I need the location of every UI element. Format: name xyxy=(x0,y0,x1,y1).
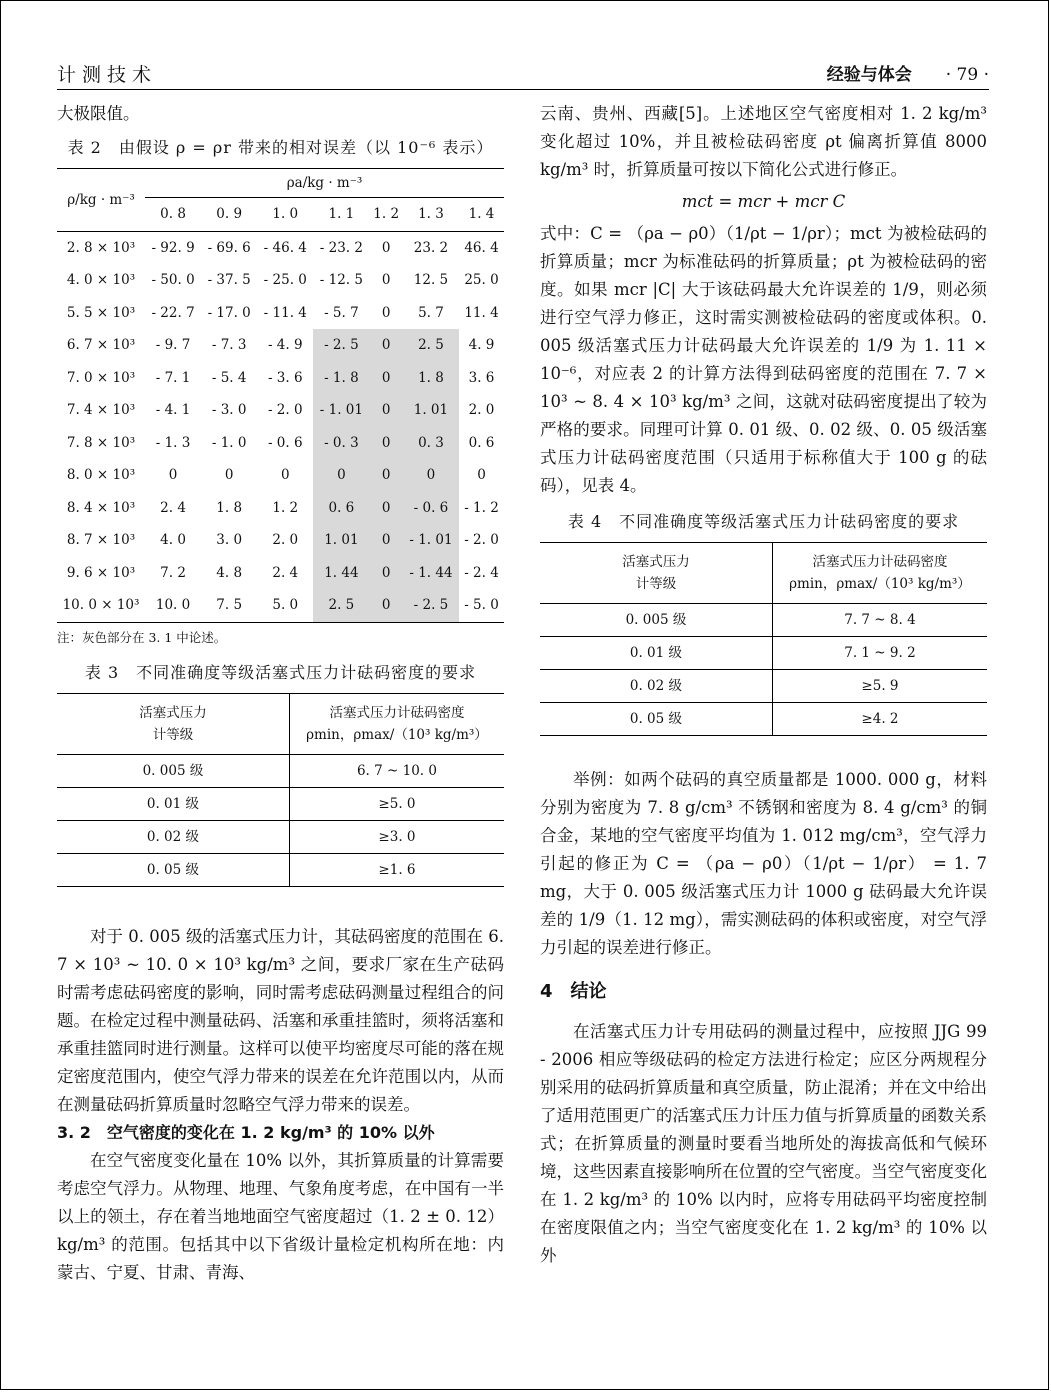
table2-value-cell: 0 xyxy=(477,467,486,484)
table2-value-cell: - 2. 0 xyxy=(267,402,303,419)
table2-density-cell: 10. 0 × 10³ xyxy=(57,589,145,622)
table2-value-cell: 0 xyxy=(403,459,459,492)
table4-row xyxy=(540,703,987,736)
section-3-2-heading: 3. 2 空气密度的变化在 1. 2 kg/m³ 的 10% 以外 xyxy=(57,1122,435,1142)
table3-grade-cell: 0. 01 级 xyxy=(57,787,289,820)
table3-row xyxy=(57,820,504,853)
table3-row xyxy=(57,853,504,886)
table3-grade-cell: 0. 05 级 xyxy=(57,853,289,886)
table2-value-cell: - 1. 01 xyxy=(313,394,369,427)
table2-value-cell: - 25. 0 xyxy=(263,272,307,289)
left-paragraph-2: 在空气密度变化量在 10% 以外，其折算质量的计算需要考虑空气浮力。从物理、地理、气象角度考虑，在中国有一半以上的领土，存在着当地地面空气密度超过（1. 2 ± 0. 12）kg/m³ 的范围。包括其中以下省级计量检定机构所在地：内蒙古、宁夏、甘肃、青海、 xyxy=(57,1150,504,1282)
table2-row xyxy=(57,557,504,590)
table2-value-cell: - 11. 4 xyxy=(263,304,307,321)
table4-head-grade: 活塞式压力 计等级 xyxy=(540,543,772,604)
table3-row xyxy=(57,787,504,820)
table3 xyxy=(57,693,504,887)
table2-density-cell: 8. 7 × 10³ xyxy=(66,532,136,549)
table2-value-cell: - 0. 3 xyxy=(313,427,369,460)
table2-value-cell: - 2. 4 xyxy=(464,564,499,581)
table2-value-cell: - 46. 4 xyxy=(263,239,307,256)
table2-value-cell: - 7. 3 xyxy=(211,337,247,354)
right-paragraph-1: 云南、贵州、西藏[5]。上述地区空气密度相对 1. 2 kg/m³ 变化超过 10%，并且被检砝码密度 ρt 偏离折算值 8000 kg/m³ 时，折算质量可按以下简化公式进行修正。 xyxy=(540,104,987,179)
table2-value-cell: 1. 44 xyxy=(313,557,369,590)
table3-grade-cell: 0. 02 级 xyxy=(57,820,289,853)
table2-col-header: 0. 9 xyxy=(201,198,257,232)
table3-grade-cell: 0. 005 级 xyxy=(57,754,289,787)
table2-col-header: 0. 8 xyxy=(145,198,201,232)
table2-colgroup: ρa/kg · m⁻³ xyxy=(145,169,504,198)
table2-value-cell: - 1. 3 xyxy=(155,434,191,451)
table2-value-cell: 2. 4 xyxy=(160,499,186,516)
table2-value-cell: 2. 5 xyxy=(403,329,459,362)
table2-value-cell: - 1. 0 xyxy=(211,434,247,451)
table2-value-cell: - 2. 5 xyxy=(403,589,459,622)
formula: mct = mcr + mcr C xyxy=(681,192,846,211)
table4-grade-cell: 0. 05 级 xyxy=(540,703,772,736)
table2-col-header: 1. 4 xyxy=(459,198,504,232)
table2-value-cell: 11. 4 xyxy=(464,304,499,321)
table2-value-cell: - 2. 0 xyxy=(464,532,499,549)
table2-row xyxy=(57,329,504,362)
table2-value-cell: 0 xyxy=(168,467,178,484)
table3-caption: 表 3 不同准确度等级活塞式压力计砝码密度的要求 xyxy=(84,662,477,682)
table2-value-cell: 23. 2 xyxy=(413,239,449,256)
table2-value-cell: - 1. 44 xyxy=(403,557,459,590)
table2-value-cell: 0 xyxy=(313,459,369,492)
table2-value-cell: - 5. 7 xyxy=(324,304,359,321)
table2-value-cell: 0 xyxy=(369,329,402,362)
table2-value-cell: 2. 4 xyxy=(272,564,299,581)
table4-grade-cell: 0. 02 级 xyxy=(540,670,772,703)
right-paragraph-2: 式中：C = （ρa − ρ0）（1/ρt − 1/ρr）；mct 为被检砝码的折算质量；mcr 为标准砝码的折算质量；ρt 为被检砝码的密度。如果 mcr |C| 大于该砝码最大允许误差的 1/9，则必须进行空气浮力修正，这时需实测被检砝码的密度或体积。0. 005 级活塞式压力计砝码最大允许误差的 1/9 为 1. 11 × 10⁻⁶，对应表 2 的计算方法得到砝码密度的范围在 7. 7 × 10³ ~ 8. 4 × 10³ kg/m³ 之间，这就对砝码密度提出了较为严格的要求。同理可计算 0. 01 级、0. 02 级、0. 05 级活塞式压力计砝码密度范围（只适用于标称值大于 100 g 的砝码），见表 4。 xyxy=(540,224,987,495)
table2-value-cell: 0 xyxy=(369,394,402,427)
table2-value-cell: 0 xyxy=(381,239,391,256)
table2-value-cell: 0 xyxy=(224,467,234,484)
table2-value-cell: - 5. 0 xyxy=(459,589,504,622)
table3-head-grade: 活塞式压力 计等级 xyxy=(57,693,289,754)
table2-value-cell: 2. 0 xyxy=(272,532,299,549)
table4-row xyxy=(540,637,987,670)
table4-density-cell: 7. 1 ~ 9. 2 xyxy=(772,637,987,670)
table2 xyxy=(57,168,504,623)
table2-value-cell: 0 xyxy=(369,427,402,460)
table4-head-density: 活塞式压力计砝码密度 ρmin，ρmax/（10³ kg/m³） xyxy=(772,543,987,604)
table2-value-cell: 0 xyxy=(369,362,402,395)
table2-row xyxy=(57,427,504,460)
table2-value-cell: 0 xyxy=(369,492,402,525)
table4-grade-cell: 0. 005 级 xyxy=(540,604,772,637)
table2-value-cell: 1. 2 xyxy=(272,499,299,516)
table2-density-cell: 8. 0 × 10³ xyxy=(66,467,136,484)
table2-value-cell: 2. 0 xyxy=(468,402,495,419)
table2-row xyxy=(57,524,504,557)
right-paragraph-example: 举例：如两个砝码的真空质量都是 1000. 000 g，材料分别为密度为 7. 8 g/cm³ 不锈钢和密度为 8. 4 g/cm³ 的铜合金，某地的空气密度平均值为 1. 012 mg/cm³，空气浮力引起的修正为 C = （ρa − ρ0）（1/ρt − 1/ρr） = 1. 7 mg，大于 0. 005 级活塞式压力计 1000 g 砝码最大允许误差的 1/9（1. 12 mg），需实测砝码的体积或密度，对空气浮力引起的误差进行修正。 xyxy=(540,770,987,957)
table2-density-cell: 9. 6 × 10³ xyxy=(66,564,136,581)
table2-col-header: 1. 1 xyxy=(313,198,369,232)
table2-density-cell: 2. 8 × 10³ xyxy=(66,239,136,256)
table2-value-cell: 25. 0 xyxy=(464,272,499,289)
page-number: · 79 · xyxy=(945,65,989,85)
table2-value-cell: 4. 0 xyxy=(160,532,186,549)
section-4-heading: 4 结论 xyxy=(540,981,607,1002)
table2-row xyxy=(57,589,504,622)
table2-rowhead: ρ/kg · m⁻³ xyxy=(57,169,145,232)
table2-value-cell: - 0. 6 xyxy=(267,434,303,451)
table2-value-cell: 5. 7 xyxy=(418,304,444,321)
table2-value-cell: 3. 6 xyxy=(468,369,495,386)
table2-row xyxy=(57,492,504,525)
table2-value-cell: - 23. 2 xyxy=(319,239,363,256)
table2-value-cell: 0 xyxy=(369,459,402,492)
table2-value-cell: - 37. 5 xyxy=(207,272,251,289)
table2-value-cell: 0. 6 xyxy=(313,492,369,525)
table2-value-cell: 0 xyxy=(369,589,402,622)
table2-value-cell: - 17. 0 xyxy=(207,304,251,321)
table3-density-cell: ≥3. 0 xyxy=(289,820,504,853)
table2-density-cell: 7. 0 × 10³ xyxy=(66,369,136,386)
table2-row xyxy=(57,297,504,330)
table2-value-cell: - 22. 7 xyxy=(151,304,195,321)
table2-row xyxy=(57,459,504,492)
table2-caption: 表 2 由假设 ρ = ρr 带来的相对误差（以 10⁻⁶ 表示） xyxy=(67,138,494,157)
table2-value-cell: - 4. 9 xyxy=(267,337,303,354)
table2-value-cell: - 3. 6 xyxy=(267,369,303,386)
table2-row xyxy=(57,362,504,395)
table2-value-cell: 0. 6 xyxy=(468,434,495,451)
table2-value-cell: - 0. 6 xyxy=(403,492,459,525)
table2-value-cell: 0 xyxy=(381,272,391,289)
table4-density-cell: 7. 7 ~ 8. 4 xyxy=(772,604,987,637)
table2-value-cell: - 3. 0 xyxy=(211,402,247,419)
table2-value-cell: 1. 01 xyxy=(313,524,369,557)
table3-density-cell: 6. 7 ~ 10. 0 xyxy=(289,754,504,787)
table2-value-cell: - 12. 5 xyxy=(319,272,363,289)
table2-row xyxy=(57,264,504,297)
table2-density-cell: 4. 0 × 10³ xyxy=(66,272,136,289)
table2-value-cell: 10. 0 xyxy=(145,589,201,622)
table4-row xyxy=(540,604,987,637)
running-header xyxy=(827,60,989,85)
table2-value-cell: 0 xyxy=(381,304,391,321)
table2-value-cell: 0 xyxy=(280,467,290,484)
table2-density-cell: 7. 8 × 10³ xyxy=(66,434,136,451)
table2-value-cell: 1. 8 xyxy=(403,362,459,395)
table4 xyxy=(540,542,987,736)
table2-value-cell: - 92. 9 xyxy=(151,239,195,256)
table3-head-density: 活塞式压力计砝码密度 ρmin，ρmax/（10³ kg/m³） xyxy=(289,693,504,754)
table2-value-cell: 7. 2 xyxy=(160,564,186,581)
table2-value-cell: 12. 5 xyxy=(413,272,449,289)
table2-value-cell: 3. 0 xyxy=(216,532,243,549)
table4-row xyxy=(540,670,987,703)
table2-density-cell: 8. 4 × 10³ xyxy=(66,499,136,516)
table2-value-cell: - 5. 4 xyxy=(211,369,247,386)
table4-density-cell: ≥4. 2 xyxy=(772,703,987,736)
table4-grade-cell: 0. 01 级 xyxy=(540,637,772,670)
table2-density-cell: 7. 4 × 10³ xyxy=(66,402,136,419)
table2-value-cell: - 69. 6 xyxy=(207,239,251,256)
table2-value-cell: - 9. 7 xyxy=(155,337,191,354)
right-column xyxy=(540,100,987,1270)
table2-row xyxy=(57,394,504,427)
table2-value-cell: 0 xyxy=(369,524,402,557)
table2-density-cell: 6. 7 × 10³ xyxy=(66,337,136,354)
header-rule xyxy=(57,89,989,90)
right-paragraph-conclusion: 在活塞式压力计专用砝码的测量过程中，应按照 JJG 99 - 2006 相应等级砝码的检定方法进行检定；应区分两规程分别采用的砝码折算质量和真空质量，防止混淆；并在文中给出了适用范围更广的活塞式压力计压力值与折算质量的函数关系式；在折算质量的测量时要看当地所处的海拔高低和气候环境，这些因素直接影响所在位置的空气密度。当空气密度变化在 1. 2 kg/m³ 的 10% 以内时，应将专用砝码平均密度控制在密度限值之内；当空气密度变化在 1. 2 kg/m³ 的 10% 以外 xyxy=(540,1022,987,1265)
table2-value-cell: 7. 5 xyxy=(201,589,257,622)
table2-value-cell: - 50. 0 xyxy=(151,272,195,289)
journal-name: 计测技术 xyxy=(57,64,158,86)
table2-value-cell: - 1. 01 xyxy=(403,524,459,557)
table2-note: 注：灰色部分在 3. 1 中论述。 xyxy=(57,629,227,645)
intro-text: 大极限值。 xyxy=(57,104,140,123)
section-name: 经验与体会 xyxy=(826,65,912,85)
table2-value-cell: 0. 3 xyxy=(403,427,459,460)
table2-value-cell: 5. 0 xyxy=(257,589,313,622)
table3-row xyxy=(57,754,504,787)
table3-density-cell: ≥5. 0 xyxy=(289,787,504,820)
table2-value-cell: 4. 9 xyxy=(468,337,495,354)
left-paragraph-1: 对于 0. 005 级的活塞式压力计，其砝码密度的范围在 6. 7 × 10³ ~ 10. 0 × 10³ kg/m³ 之间，要求厂家在生产砝码时需考虑砝码密度的影响，同时需考虑砝码测量过程组合的问题。在检定过程中测量砝码、活塞和承重挂篮时，须将活塞和承重挂篮同时进行测量。这样可以使平均密度尽可能的落在规定密度范围内，使空气浮力带来的误差在允许范围以内，从而在测量砝码折算质量时忽略空气浮力带来的误差。 xyxy=(57,926,504,1114)
table4-density-cell: ≥5. 9 xyxy=(772,670,987,703)
table2-value-cell: - 1. 8 xyxy=(313,362,369,395)
table2-row xyxy=(57,231,504,264)
table2-value-cell: 1. 01 xyxy=(403,394,459,427)
table3-density-cell: ≥1. 6 xyxy=(289,853,504,886)
table2-value-cell: 2. 5 xyxy=(313,589,369,622)
table2-col-header: 1. 0 xyxy=(257,198,313,232)
table2-value-cell: 0 xyxy=(369,557,402,590)
table2-density-cell: 5. 5 × 10³ xyxy=(66,304,136,321)
table2-value-cell: - 2. 5 xyxy=(313,329,369,362)
table2-value-cell: 46. 4 xyxy=(464,239,499,256)
table2-value-cell: 4. 8 xyxy=(216,564,243,581)
table2-value-cell: - 4. 1 xyxy=(155,402,191,419)
table2-value-cell: - 7. 1 xyxy=(155,369,191,386)
table2-value-cell: - 1. 2 xyxy=(464,499,499,516)
table2-col-header: 1. 3 xyxy=(403,198,459,232)
table2-value-cell: 1. 8 xyxy=(216,499,243,516)
table4-caption: 表 4 不同准确度等级活塞式压力计砝码密度的要求 xyxy=(567,512,960,531)
left-column xyxy=(57,100,504,1287)
table2-col-header: 1. 2 xyxy=(369,198,402,232)
